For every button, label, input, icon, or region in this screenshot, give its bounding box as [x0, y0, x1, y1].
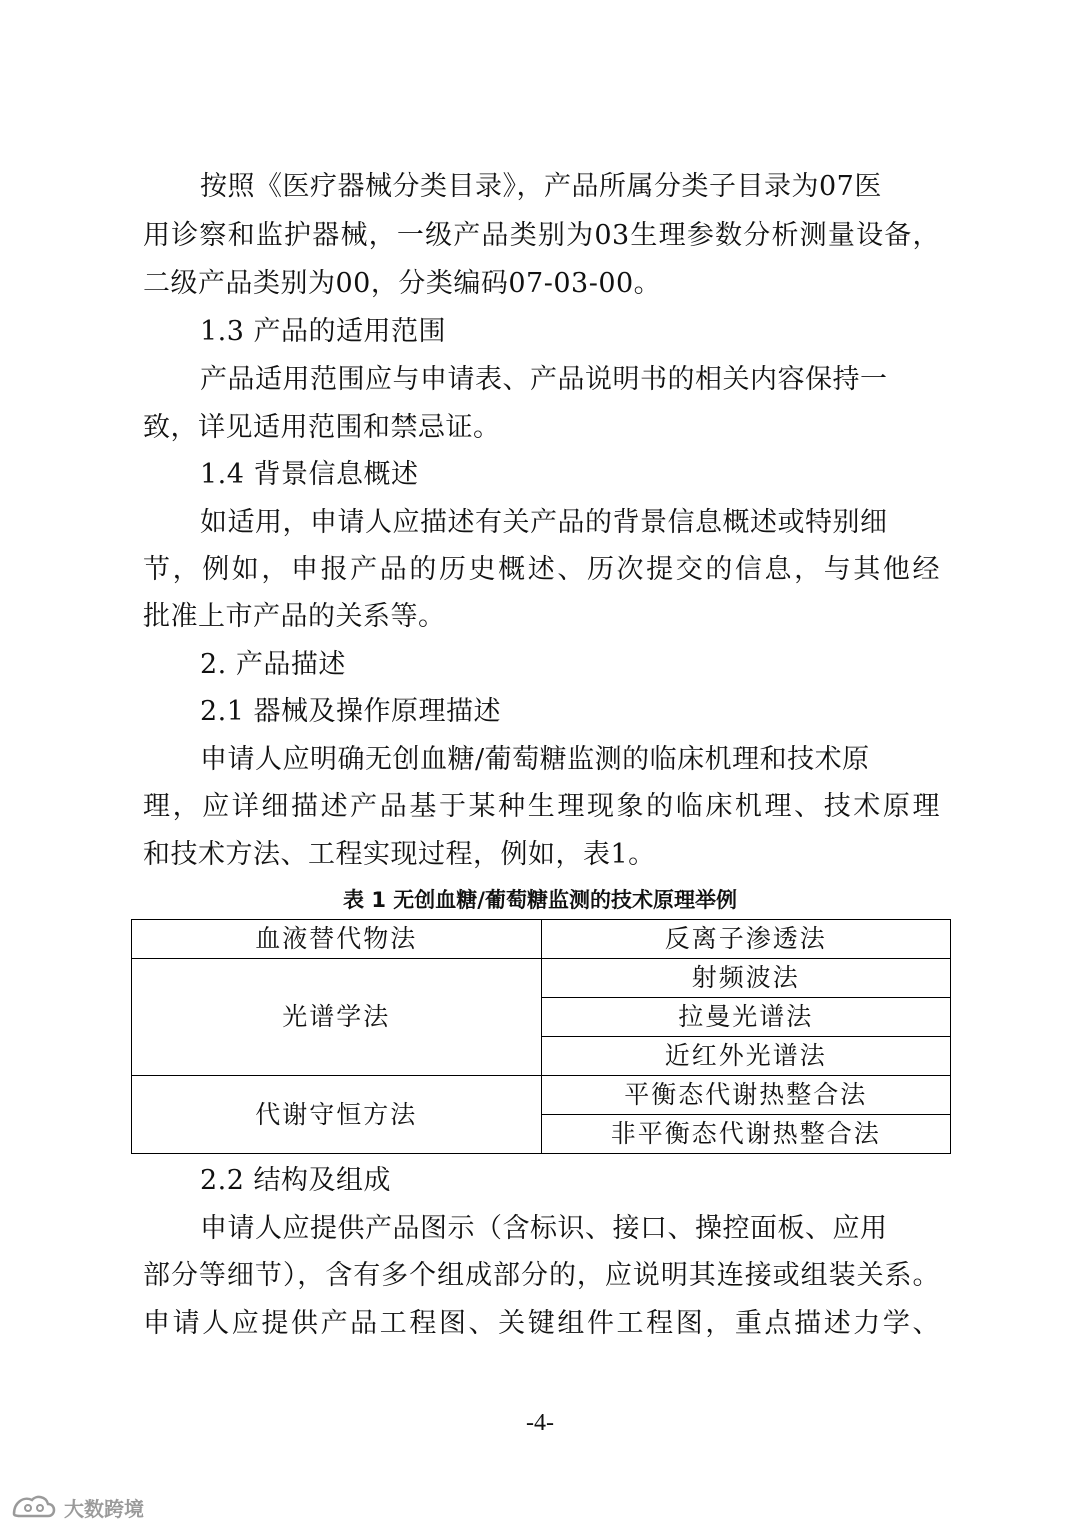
page-number: -4-: [526, 1410, 554, 1436]
paragraph-line: 申请人应提供产品图示（含标识、接口、操控面板、应用: [200, 1213, 888, 1244]
paragraph-line: 批准上市产品的关系等。: [143, 601, 446, 632]
table-cell: 光谱学法: [132, 959, 542, 1076]
section-heading-1-4: 1.4 背景信息概述: [200, 459, 419, 490]
table-caption: 表 1 无创血糖/葡萄糖监测的技术原理举例: [343, 888, 737, 912]
table-row: [132, 959, 951, 998]
section-heading-2: 2. 产品描述: [200, 649, 346, 680]
table-row: [132, 920, 951, 959]
section-heading-1-3: 1.3 产品的适用范围: [200, 316, 447, 347]
paragraph-line: 用诊察和监护器械，一级产品类别为03生理参数分析测量设备，: [143, 220, 940, 251]
table-cell: 拉曼光谱法: [541, 998, 951, 1037]
paragraph-line: 如适用，申请人应描述有关产品的背景信息概述或特别细: [200, 507, 888, 538]
table-row: [132, 1076, 951, 1115]
table-cell: 非平衡态代谢热整合法: [541, 1115, 951, 1154]
paragraph-line: 申请人应明确无创血糖/葡萄糖监测的临床机理和技术原: [200, 744, 870, 775]
paragraph-line: 二级产品类别为00，分类编码07-03-00。: [143, 268, 662, 299]
table-cell: 射频波法: [541, 959, 951, 998]
paragraph-line: 部分等细节），含有多个组成部分的，应说明其连接或组装关系。: [143, 1260, 940, 1291]
brand-logo-icon: [10, 1492, 58, 1522]
table-cell: 反离子渗透法: [541, 920, 951, 959]
watermark: [10, 1492, 144, 1522]
watermark-text: 大数跨境: [64, 1496, 144, 1521]
section-heading-2-1: 2.1 器械及操作原理描述: [200, 696, 502, 727]
paragraph-line: 按照《医疗器械分类目录》，产品所属分类子目录为07医: [200, 171, 882, 202]
table-cell: 平衡态代谢热整合法: [541, 1076, 951, 1115]
paragraph-line: 和技术方法、工程实现过程，例如，表1。: [143, 839, 656, 870]
paragraph-line: 产品适用范围应与申请表、产品说明书的相关内容保持一: [200, 364, 888, 395]
paragraph-line: 致，详见适用范围和禁忌证。: [143, 412, 501, 443]
paragraph-line: 理，应详细描述产品基于某种生理现象的临床机理、技术原理: [143, 791, 940, 822]
table-cell: 血液替代物法: [132, 920, 542, 959]
paragraph-line: 申请人应提供产品工程图、关键组件工程图，重点描述力学、: [143, 1308, 940, 1339]
principles-table: [131, 919, 951, 1154]
paragraph-line: 节，例如，申报产品的历史概述、历次提交的信息，与其他经: [143, 554, 940, 585]
section-heading-2-2: 2.2 结构及组成: [200, 1165, 392, 1196]
table-cell: 近红外光谱法: [541, 1037, 951, 1076]
table-cell: 代谢守恒方法: [132, 1076, 542, 1154]
